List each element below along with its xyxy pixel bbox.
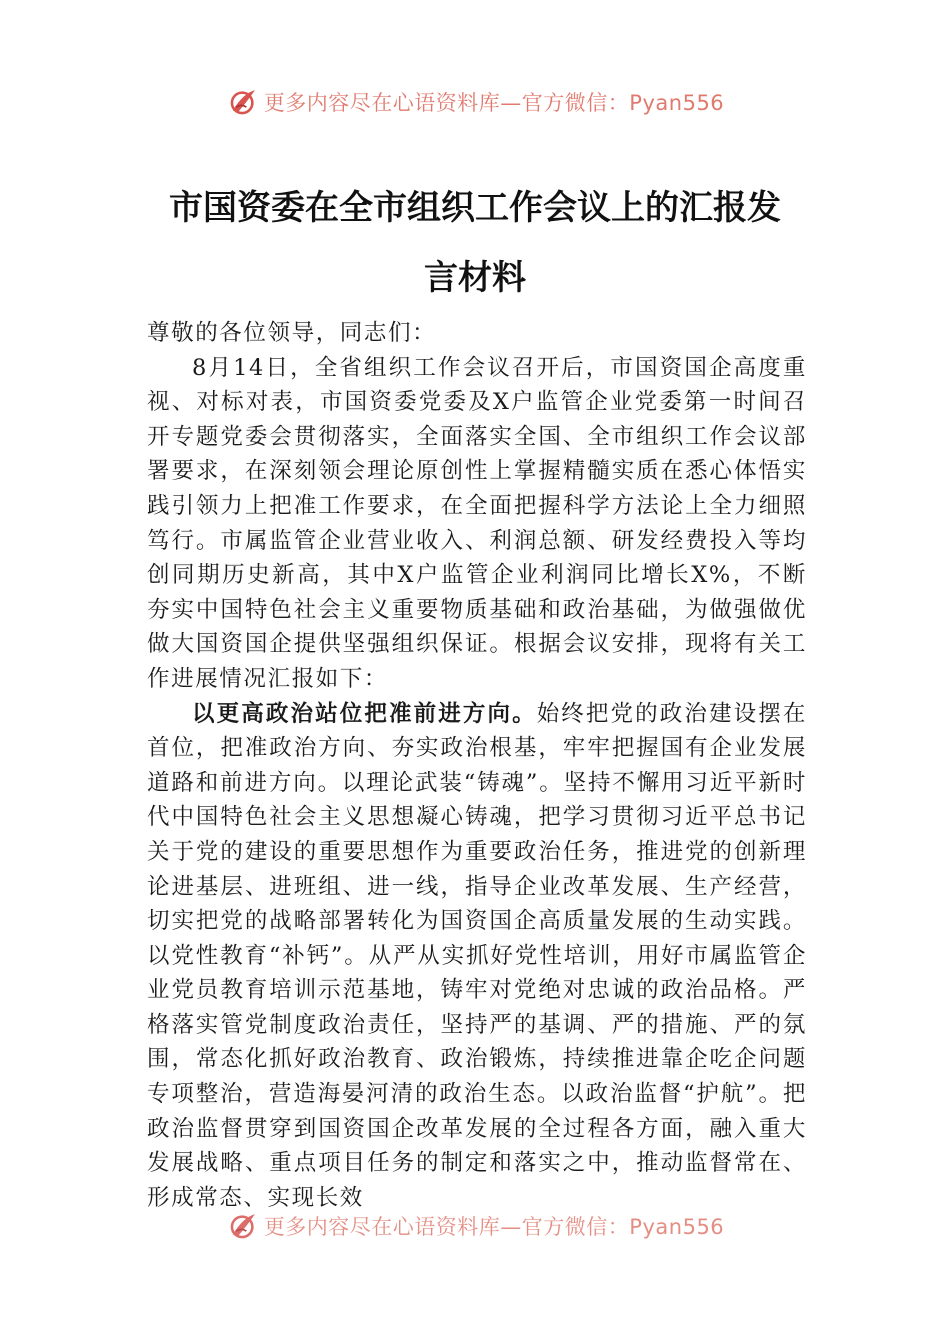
watermark-text: 更多内容尽在心语资料库—官方微信：Pyan556	[263, 1215, 725, 1239]
watermark-header	[0, 82, 950, 122]
brush-logo-icon	[226, 1209, 260, 1243]
paragraph-intro: 8月14日，全省组织工作会议召开后，市国资国企高度重视、对标对表，市国资委党委及X户监管企业党委第一时间召开专题党委会贯彻落实，全面落实全国、全市组织工作会议部署要求，在深刻领会理论原创性上掌握精髓实质在悉心体悟实践引领力上把准工作要求，在全面把握科学方法论上全力细照笃行。市属监管企业营业收入、利润总额、研发经费投入等均创同期历史新高，其中X户监管企业利润同比增长X%，不断夯实中国特色社会主义重要物质基础和政治基础，为做强做优做大国资国企提供坚强组织保证。根据会议安排，现将有关工作进展情况汇报如下：	[147, 354, 807, 692]
document-title-line1: 市国资委在全市组织工作会议上的汇报发	[169, 188, 781, 228]
document-body	[147, 316, 807, 1215]
salutation: 尊敬的各位领导，同志们：	[147, 320, 437, 346]
document-title-line2: 言材料	[424, 258, 526, 298]
paragraph-lead-heading: 以更高政治站位把准前进方向。	[192, 700, 537, 727]
watermark-text: 更多内容尽在心语资料库—官方微信：Pyan556	[263, 91, 725, 115]
brush-logo-icon	[226, 85, 260, 119]
paragraph-body-text: 始终把党的政治建设摆在首位，把准政治方向、夯实政治根基，牢牢把握国有企业发展道路和前进方向。以理论武装“铸魂”。坚持不懈用习近平新时代中国特色社会主义思想凝心铸魂，把学习贯彻习近平总书记关于党的建设的重要思想作为重要政治任务，推进党的创新理论进基层、进班组、进一线，指导企业改革发展、生产经营，切实把党的战略部署转化为国资国企高质量发展的生动实践。以党性教育“补钙”。从严从实抓好党性培训，用好市属监管企业党员教育培训示范基地，铸牢对党绝对忠诚的政治品格。严格落实管党制度政治责任，坚持严的基调、严的措施、严的氛围，常态化抓好政治教育、政治锻炼，持续推进靠企吃企问题专项整治，营造海晏河清的政治生态。以政治监督“护航”。把政治监督贯穿到国资国企改革发展的全过程各方面，融入重大发展战略、重点项目任务的制定和落实之中，推动监督常在、形成常态、实现长效	[147, 700, 807, 1211]
paragraph-political	[147, 697, 807, 1216]
watermark-footer	[0, 1206, 950, 1246]
